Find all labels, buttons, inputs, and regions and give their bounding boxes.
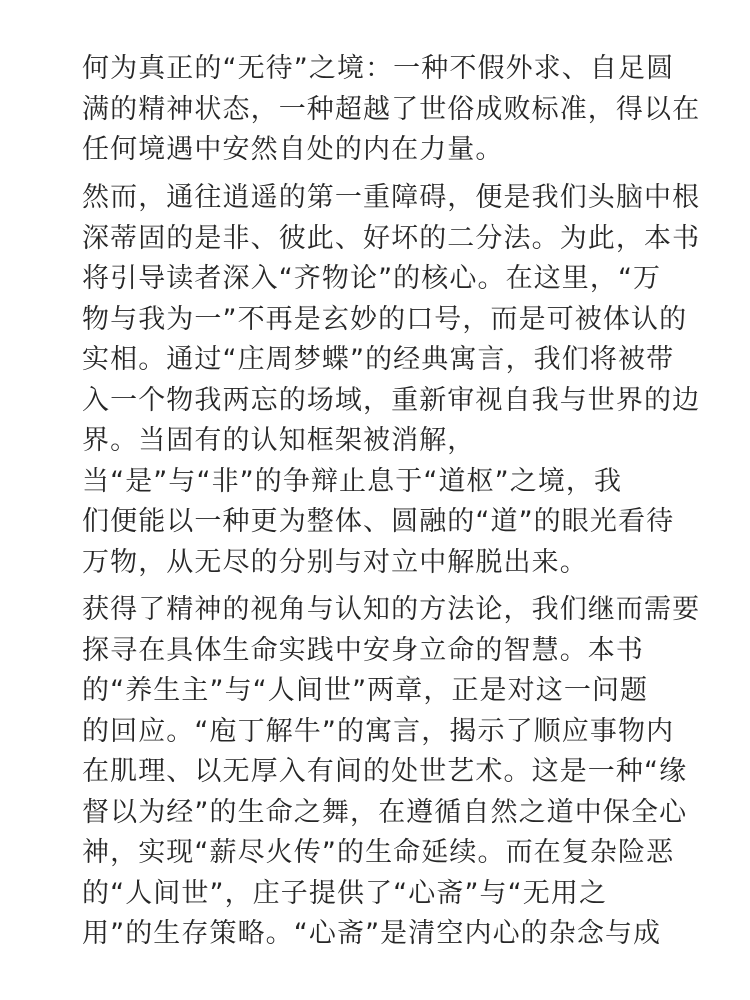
text-line: 的“养生主”与“人间世”两章，正是对这一问题 xyxy=(82,675,649,706)
text-line: 入一个物我两忘的场域，重新审视自我与世界的边 xyxy=(82,384,701,416)
text-line: 当“是”与“非”的争辩止息于“道枢”之境，我 xyxy=(82,465,623,497)
text-line: 督以为经”的生命之舞，在遵循自然之道中保全心 xyxy=(82,796,688,828)
text-line: 然而，通往逍遥的第一重障碍，便是我们头脑中根 xyxy=(82,182,701,213)
text-line: 在肌理、以无厚入有间的处世艺术。这是一种“缘 xyxy=(82,756,688,787)
paragraph-2 xyxy=(82,178,701,583)
text-line: 任何境遇中安然自处的内在力量。 xyxy=(82,134,504,165)
text-line: 界。当固有的认知框架被消解， xyxy=(82,425,476,456)
text-line: 深蒂固的是非、彼此、好坏的二分法。为此，本书 xyxy=(82,222,701,254)
text-line: 获得了精神的视角与认知的方法论，我们继而需要 xyxy=(82,594,701,625)
text-line: 的回应。“庖丁解牛”的寓言，揭示了顺应事物内 xyxy=(82,715,675,747)
text-line: 神，实现“薪尽火传”的生命延续。而在复杂险恶 xyxy=(82,837,675,868)
paragraph-1 xyxy=(82,49,701,171)
text-line: 何为真正的“无待”之境：一种不假外求、自足圆 xyxy=(82,53,675,84)
text-line: 实相。通过“庄周梦蝶”的经典寓言，我们将被带 xyxy=(82,344,675,375)
paragraph-3 xyxy=(82,590,701,955)
text-line: 物与我为一”不再是玄妙的口号，而是可被体认的 xyxy=(82,303,688,335)
text-line: 们便能以一种更为整体、圆融的“道”的眼光看待 xyxy=(82,506,675,537)
text-line: 探寻在具体生命实践中安身立命的智慧。本书 xyxy=(82,634,644,666)
text-line: 用”的生存策略。“心斋”是清空内心的杂念与成 xyxy=(82,918,662,949)
text-line: 万物，从无尽的分别与对立中解脱出来。 xyxy=(82,546,588,578)
text-line: 将引导读者深入“齐物论”的核心。在这里，“万 xyxy=(82,263,662,294)
text-line: 的“人间世”，庄子提供了“心斋”与“无用之 xyxy=(82,877,608,909)
text-line: 满的精神状态，一种超越了世俗成败标准，得以在 xyxy=(82,93,701,125)
